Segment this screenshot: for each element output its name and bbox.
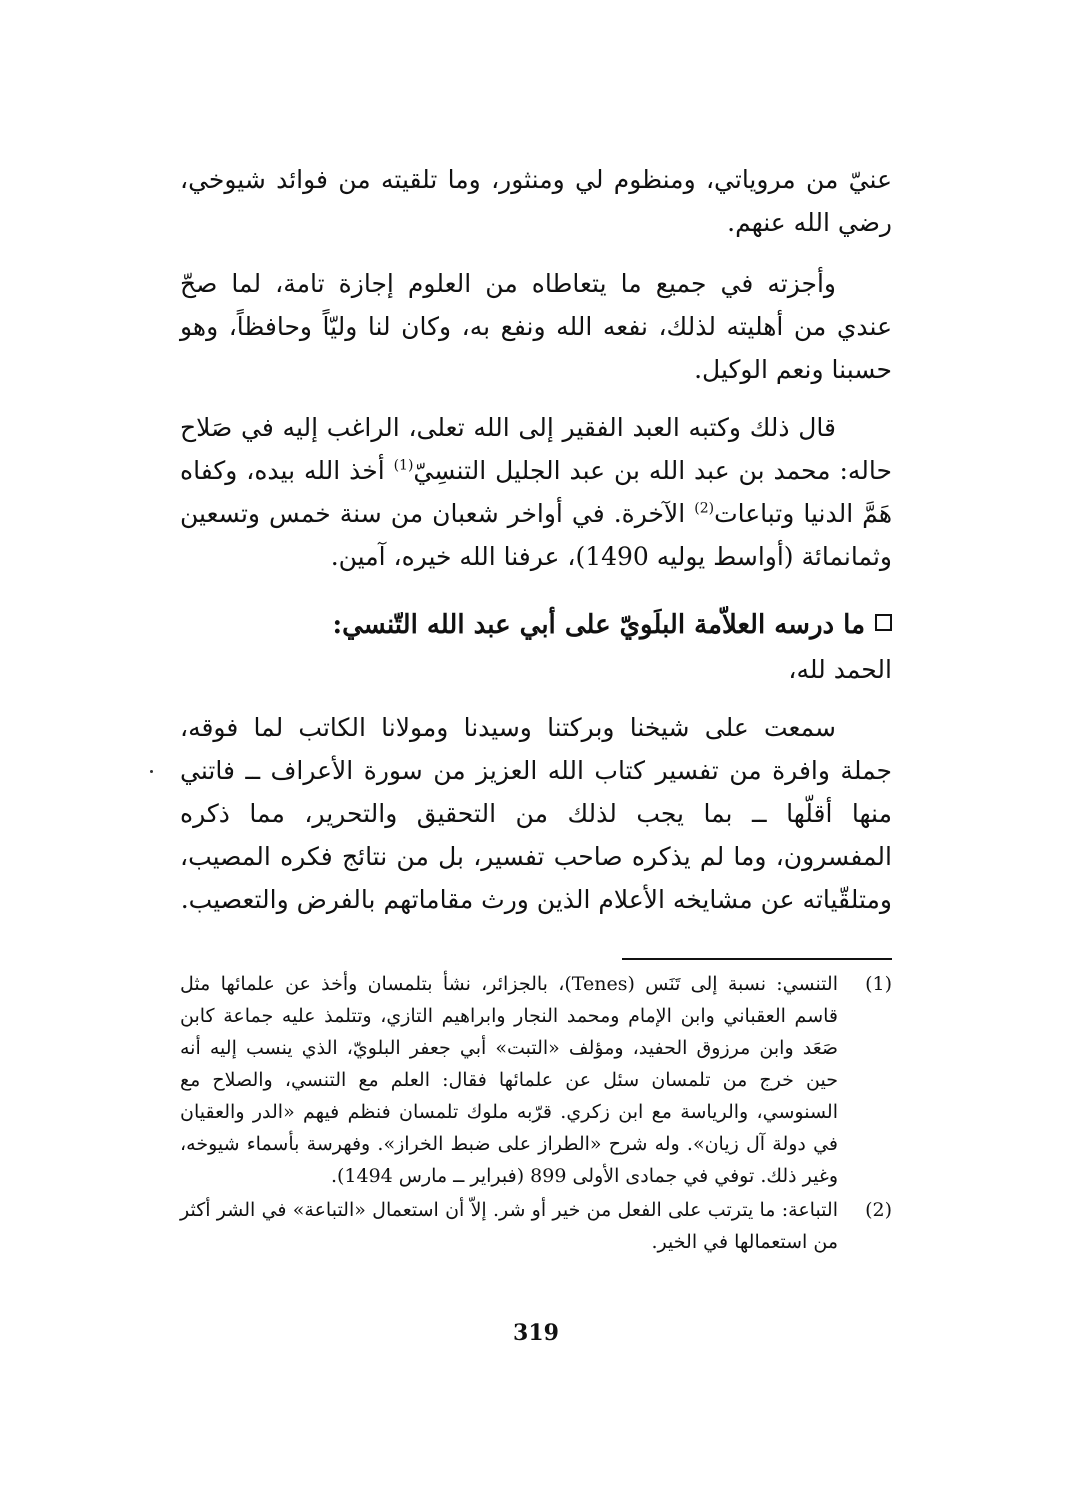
- footnote-separator: [622, 958, 892, 960]
- paragraph-text: سمعت على شيخنا وبركتنا وسيدنا ومولانا الكاتب لما فوقه، جملة وافرة من تفسير كتاب الله العزيز من سورة الأعراف ــ فاتني منها أقلّها ــ بما يجب لذلك من التحقيق والتحرير، مما ذكره المفسرون، وما لم يذكره صاحب تفسير، بل من نتائج فكره المصيب، ومتلقّياته عن مشايخه الأعلام الذين ورث مقاماتهم بالفرض والتعصيب.: [180, 713, 892, 914]
- square-bullet-icon: [875, 614, 892, 631]
- footnote-text: التنسي: نسبة إلى تَنَس (Tenes)، بالجزائر، نشأ بتلمسان وأخذ عن علمائها مثل قاسم العقباني وابن الإمام ومحمد النجار وابراهيم التازي، وتتلمذ عليه جماعة كابن صَعَد وابن مرزوق الحفيد، ومؤلف «التبت» أبي جعفر البلويّ، الذي ينسب إليه أنه حين خرج من تلمسان سئل عن علمائها فقال: العلم مع التنسي، والصلاح مع السنوسي، والرياسة مع ابن زكري. قرّبه ملوك تلمسان فنظم فيهم «الدر والعقيان في دولة آل زيان». وله شرح «الطراز على ضبط الخراز». وفهرسة بأسماء شيوخه، وغير ذلك. توفي في جمادى الأولى 899 (فبراير ــ مارس 1494).: [180, 973, 838, 1187]
- footnote-ref-1: (1): [393, 457, 414, 474]
- section-heading-text: ما درسه العلاّمة البلَويّ على أبي عبد الله التّنسي:: [332, 610, 865, 640]
- section-heading: [180, 605, 892, 645]
- paragraph-text: عنيّ من مروياتي، ومنظوم لي ومنثور، وما تلقيته من فوائد شيوخي، رضي الله عنهم.: [180, 165, 892, 237]
- footnote-2: [180, 1194, 892, 1258]
- stray-mark: [150, 770, 153, 773]
- paragraph-text-part: قال ذلك وكتبه العبد الفقير إلى الله تعلى، الراغب إليه في صَلاح حاله: محمد بن عبد الله بن عبد الجليل التنسِيّ: [180, 413, 892, 485]
- paragraph-text-part: الآخرة. في أواخر شعبان من سنة خمس وتسعين وثمانمائة (أواسط يوليه 1490)، عرفنا الله خيره، آمين.: [180, 499, 892, 571]
- paragraph-text-part: أخذ الله بيده، وكفاه هَمَّ الدنيا وتباعات: [180, 456, 892, 528]
- footnote-ref-2: (2): [694, 500, 715, 517]
- paragraph-ijaza: [180, 262, 892, 391]
- paragraph-text: وأجزته في جميع ما يتعاطاه من العلوم إجازة تامة، لما صحّ عندي من أهليته لذلك، نفعه الله ونفع به، وكان لنا وليّاً وحافظاً، وهو حسبنا ونعم الوكيل.: [180, 269, 892, 384]
- section-subline: الحمد لله،: [788, 655, 892, 684]
- footnote-text: التباعة: ما يترتب على الفعل من خير أو شر. إلاّ أن استعمال «التباعة» في الشر أكثر من استعمالها في الخير.: [180, 1199, 838, 1253]
- paragraph-continuation: [180, 158, 892, 244]
- footnote-number: (2): [865, 1199, 892, 1221]
- footnote-1: [180, 968, 892, 1192]
- page-number: 319: [513, 1320, 559, 1346]
- paragraph-signature: [180, 406, 892, 578]
- footnote-number: (1): [865, 973, 892, 995]
- paragraph-text: [180, 406, 892, 578]
- footnotes: [180, 968, 892, 1260]
- paragraph-study: [180, 706, 892, 921]
